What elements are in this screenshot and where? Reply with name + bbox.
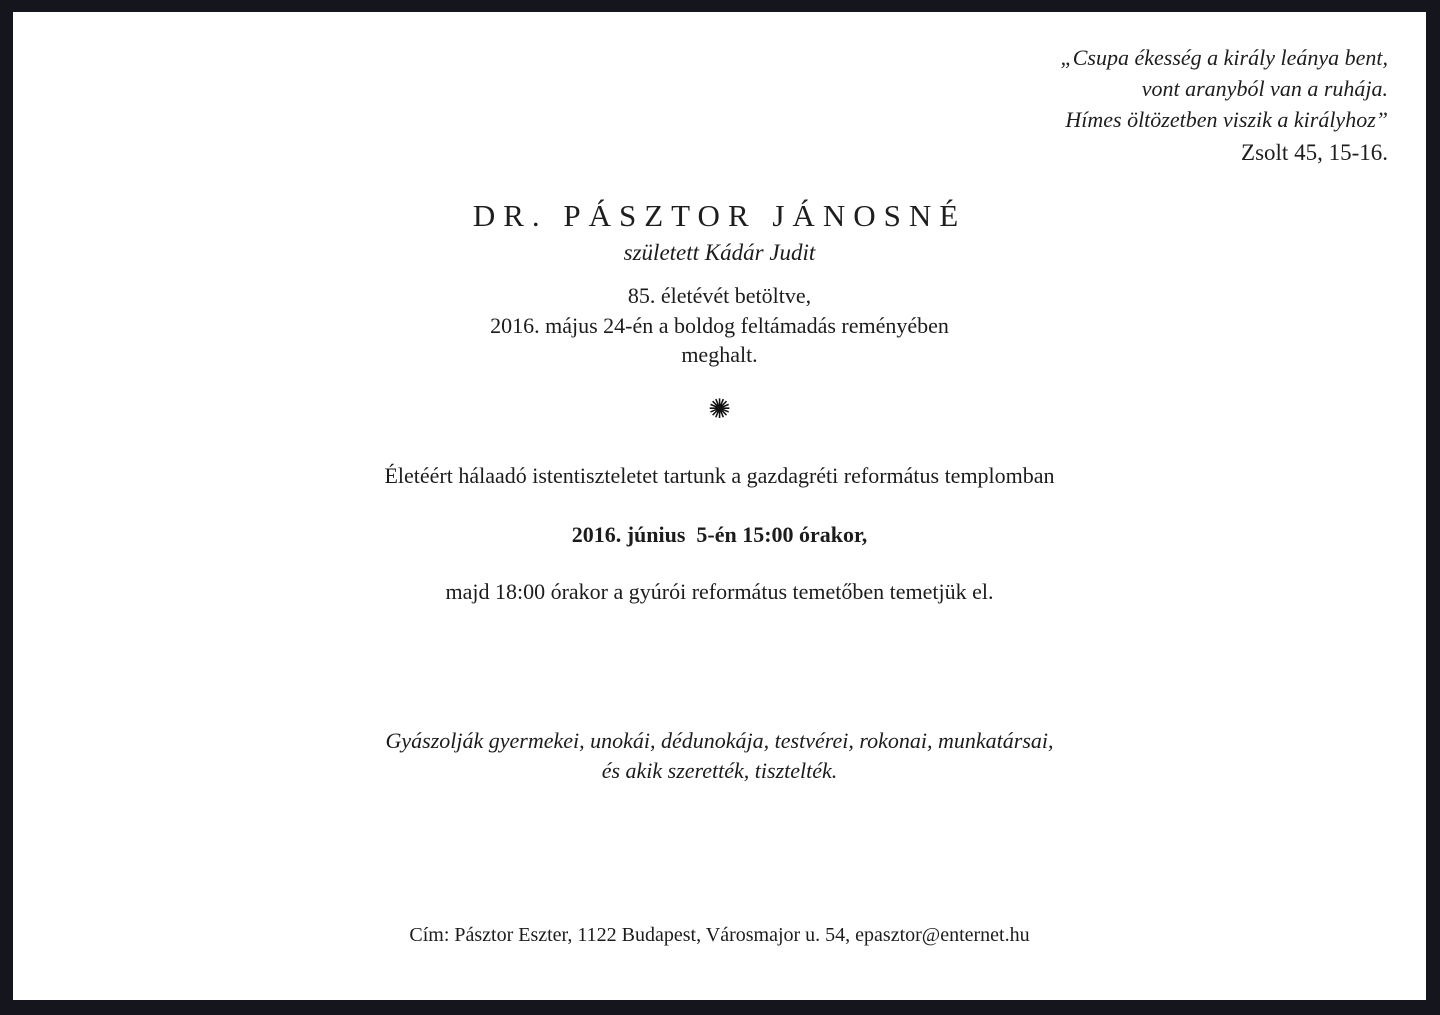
announcement-page xyxy=(13,12,1426,1000)
mourners-notice xyxy=(13,726,1426,785)
death-notice-line: meghalt. xyxy=(681,342,758,367)
burial-info: majd 18:00 órakor a gyúrói református temetőben temetjük el. xyxy=(445,579,994,604)
quote-attribution: Zsolt 45, 15-16. xyxy=(1241,140,1388,165)
quote-line: „Csupa ékesség a király leánya bent, xyxy=(1060,45,1388,70)
service-datetime: 2016. június 5-én 15:00 órakor, xyxy=(571,522,868,547)
death-notice-line: 2016. május 24-én a boldog feltámadás reményében xyxy=(490,312,949,338)
quote-line: vont aranyból van a ruhája. xyxy=(1141,76,1388,101)
service-intro: Életéért hálaadó istentiszteletet tartunk a gazdagréti református templomban xyxy=(384,463,1055,488)
death-notice xyxy=(13,281,1426,370)
death-notice-line: 85. életévét betöltve, xyxy=(627,283,812,308)
star-ornament-icon: ✺ xyxy=(708,394,731,425)
contact-address: Cím: Pásztor Eszter, 1122 Budapest, Városmajor u. 54, epasztor@enternet.hu xyxy=(409,924,1030,946)
quote-line: Hímes öltözetben viszik a királyhoz” xyxy=(1065,107,1388,132)
deceased-maiden-name: született Kádár Judit xyxy=(623,240,816,265)
mourners-line: és akik szerették, tisztelték. xyxy=(601,757,838,783)
scripture-quote xyxy=(1061,42,1389,168)
mourners-line: Gyászolják gyermekei, unokái, dédunokája, testvérei, rokonai, munkatársai, xyxy=(385,728,1054,753)
deceased-name: DR. PÁSZTOR JÁNOSNÉ xyxy=(472,198,967,233)
